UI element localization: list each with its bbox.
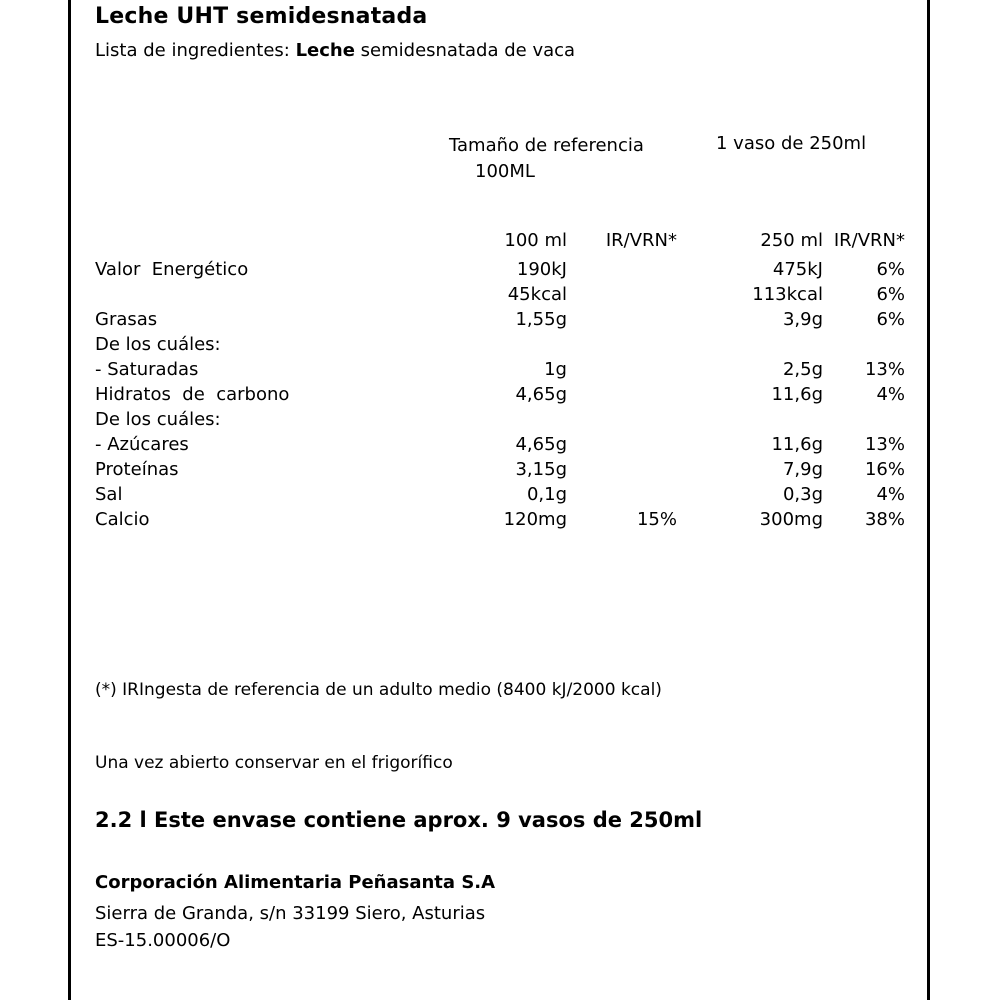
table-row	[95, 334, 905, 359]
page-title: Leche UHT semidesnatada	[95, 4, 428, 29]
cell-irvrn-250ml	[829, 409, 905, 434]
cell-irvrn-250ml: 6%	[876, 284, 905, 305]
cell-irvrn-100ml	[573, 459, 693, 484]
reference-size	[449, 133, 644, 185]
cell-value-100ml: 120mg	[503, 509, 567, 530]
reference-size-line1: Tamaño de referencia	[449, 135, 644, 156]
cell-irvrn-100ml	[573, 309, 693, 334]
table-row	[95, 309, 905, 334]
cell-name: Sal	[95, 484, 123, 505]
header-100ml: 100 ml	[504, 230, 567, 251]
ingredients-rest: semidesnatada de vaca	[354, 40, 576, 61]
cell-value-250ml: 11,6g	[771, 384, 823, 405]
cell-name: Valor Energético	[95, 259, 249, 280]
cell-value-250ml: 475kJ	[772, 259, 823, 280]
cell-irvrn-100ml	[573, 434, 693, 459]
cell-value-250ml: 11,6g	[771, 434, 823, 455]
cell-name: - Azúcares	[95, 434, 189, 455]
cell-value-100ml	[445, 409, 573, 434]
storage-instructions: Una vez abierto conservar en el frigorífico	[95, 753, 453, 773]
company-name: Corporación Alimentaria Peñasanta S.A	[95, 872, 496, 893]
cell-irvrn-100ml	[573, 409, 693, 434]
cell-name: Grasas	[95, 309, 158, 330]
cell-irvrn-250ml: 13%	[864, 359, 905, 380]
header-250ml: 250 ml	[760, 230, 823, 251]
table-header-row	[95, 230, 905, 259]
cell-value-100ml: 3,15g	[515, 459, 567, 480]
cell-name: De los cuáles:	[95, 334, 221, 355]
cell-irvrn-250ml: 6%	[876, 309, 905, 330]
cell-value-250ml: 300mg	[759, 509, 823, 530]
cell-name: Calcio	[95, 509, 150, 530]
cell-name: Hidratos de carbono	[95, 384, 290, 405]
cell-irvrn-100ml	[573, 284, 693, 309]
cell-value-100ml: 45kcal	[507, 284, 567, 305]
cell-value-250ml: 0,3g	[782, 484, 823, 505]
registration-number: ES-15.00006/O	[95, 930, 231, 951]
cell-value-100ml: 4,65g	[515, 434, 567, 455]
table-row	[95, 509, 905, 534]
cell-irvrn-100ml	[573, 259, 693, 284]
cell-value-100ml	[445, 334, 573, 359]
nutrition-label-panel	[68, 0, 930, 1000]
reference-size-line2: 100ML	[475, 161, 535, 182]
cell-irvrn-250ml	[829, 334, 905, 359]
header-irvrn-100: IR/VRN*	[605, 230, 677, 251]
nutrition-table-body	[95, 230, 905, 534]
cell-irvrn-100ml	[573, 384, 693, 409]
ir-footnote: (*) IRIngesta de referencia de un adulto medio (8400 kJ/2000 kcal)	[95, 680, 662, 700]
header-irvrn-250: IR/VRN*	[833, 230, 905, 251]
ingredients-line	[95, 40, 575, 61]
cell-name: Proteínas	[95, 459, 179, 480]
nutrition-table	[95, 230, 905, 534]
table-row	[95, 359, 905, 384]
cell-value-250ml	[693, 334, 829, 359]
cell-value-100ml: 1g	[544, 359, 567, 380]
cell-value-100ml: 0,1g	[526, 484, 567, 505]
table-row	[95, 434, 905, 459]
table-row	[95, 259, 905, 284]
cell-irvrn-250ml: 38%	[864, 509, 905, 530]
label-inner	[71, 0, 927, 1000]
cell-irvrn-250ml: 13%	[864, 434, 905, 455]
ingredients-bold: Leche	[295, 40, 355, 61]
cell-name	[95, 284, 445, 309]
company-address: Sierra de Granda, s/n 33199 Siero, Asturias	[95, 903, 486, 924]
cell-irvrn-250ml: 4%	[876, 484, 905, 505]
cell-irvrn-100ml	[573, 334, 693, 359]
cell-irvrn-100ml	[573, 484, 693, 509]
cell-value-100ml: 190kJ	[516, 259, 567, 280]
cell-name: - Saturadas	[95, 359, 199, 380]
cell-value-250ml: 2,5g	[782, 359, 823, 380]
cell-irvrn-100ml	[573, 359, 693, 384]
table-row	[95, 284, 905, 309]
table-row	[95, 459, 905, 484]
cell-irvrn-100ml: 15%	[636, 509, 677, 530]
cell-irvrn-250ml: 6%	[876, 259, 905, 280]
cell-irvrn-250ml: 4%	[876, 384, 905, 405]
glass-serving: 1 vaso de 250ml	[716, 133, 867, 154]
ingredients-label: Lista de ingredientes:	[95, 40, 296, 61]
cell-value-100ml: 4,65g	[515, 384, 567, 405]
table-row	[95, 484, 905, 509]
table-row	[95, 384, 905, 409]
cell-value-250ml: 7,9g	[782, 459, 823, 480]
header-name	[95, 230, 445, 259]
cell-irvrn-250ml: 16%	[864, 459, 905, 480]
volume-statement: 2.2 l Este envase contiene aprox. 9 vasos de 250ml	[95, 808, 703, 832]
cell-value-250ml: 3,9g	[782, 309, 823, 330]
cell-value-100ml: 1,55g	[515, 309, 567, 330]
table-row	[95, 409, 905, 434]
cell-name: De los cuáles:	[95, 409, 221, 430]
cell-value-250ml	[693, 409, 829, 434]
cell-value-250ml: 113kcal	[752, 284, 823, 305]
